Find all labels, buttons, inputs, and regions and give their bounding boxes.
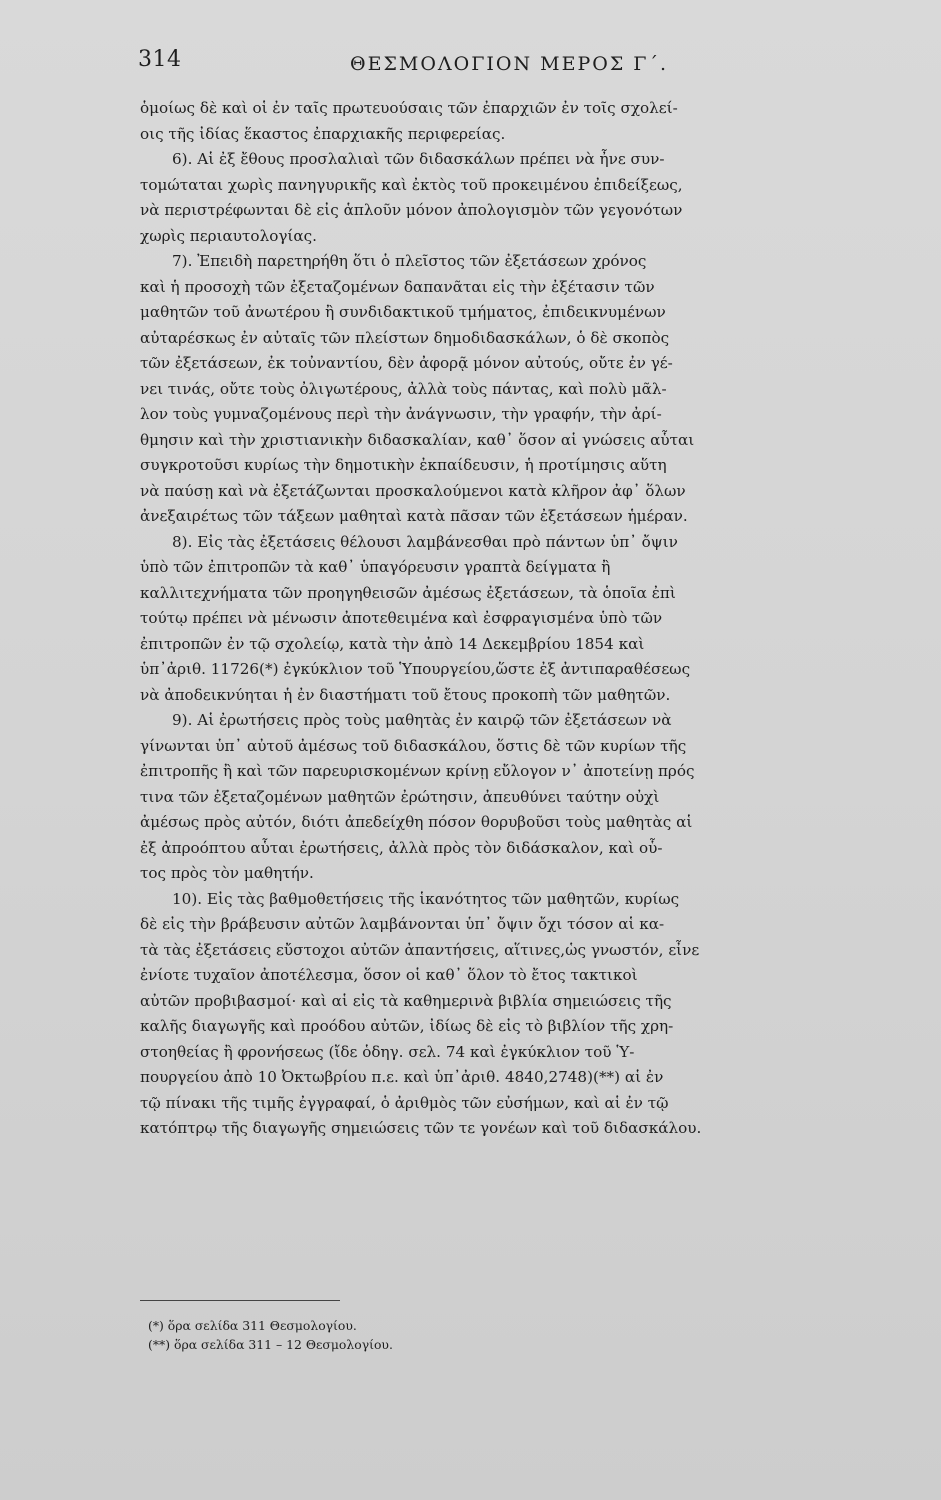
paragraph-9: 9). Αἱ ἐρωτήσεις πρὸς τοὺς μαθητὰς ἐν καιρῷ τῶν ἐξετάσεων νὰ γίνωνται ὑπ᾽ αὐτοῦ ἀμέσως τοῦ διδασκάλου, ὅστις δὲ τῶν κυρίων τῆς ἐπιτροπῆς ἢ καὶ τῶν παρευρισκομένων κρίνῃ εὔλογον ν᾽ ἀποτείνῃ πρός τινα τῶν ἐξεταζομένων μαθητῶν ἐρώτησιν, ἀπευθύνει ταύτην οὐχὶ ἀμέσως πρὸς αὐτόν, διότι ἀπεδείχθη πόσον θορυβοῦσι τοὺς μαθητὰς αἱ ἐξ ἀπροόπτου αὗται ἐρωτήσεις, ἀλλὰ πρὸς τὸν διδάσκαλον, καὶ οὗ- τος πρὸς τὸν μαθητήν.: [140, 711, 695, 882]
paragraph-intro: ὁμοίως δὲ καὶ οἱ ἐν ταῖς πρωτευούσαις τῶν ἐπαρχιῶν ἐν τοῖς σχολεί- οις τῆς ἰδίας ἕκαστος ἐπαρχιακῆς περιφερείας.: [140, 99, 678, 143]
paragraph-7: 7). Ἐπειδὴ παρετηρήθη ὅτι ὁ πλεῖστος τῶν ἐξετάσεων χρόνος καὶ ἡ προσοχὴ τῶν ἐξεταζομένων δαπανᾶται εἰς τὴν ἐξέτασιν τῶν μαθητῶν τοῦ ἀνωτέρου ἢ συνδιδακτικοῦ τμήματος, ἐπιδεικνυμένων αὐταρέσκως ἐν αὐταῖς τῶν πλείστων δημοδιδασκάλων, ὁ δὲ σκοπὸς τῶν ἐξετάσεων, ἐκ τοὐναντίου, δὲν ἀφορᾷ μόνον αὐτούς, οὔτε ἐν γέ- νει τινάς, οὔτε τοὺς ὀλιγωτέρους, ἀλλὰ τοὺς πάντας, καὶ πολὺ μᾶλ- λον τοὺς γυμναζομένους περὶ τὴν ἀνάγνωσιν, τὴν γραφήν, τὴν ἀρί- θμησιν καὶ τὴν χριστιανικὴν διδασκαλίαν, καθ᾽ ὅσον αἱ γνώσεις αὗται συγκροτοῦσι κυρίως τὴν δημοτικὴν ἐκπαίδευσιν, ἡ προτίμησις αὕτη νὰ παύσῃ καὶ νὰ ἐξετάζωνται προσκαλούμενοι κατὰ κλῆρον ἀφ᾽ ὅλων ἀνεξαιρέτως τῶν τάξεων μαθηταὶ κατὰ πᾶσαν τῶν ἐξετάσεων ἡμέραν.: [140, 252, 695, 525]
footnote: (*) ὅρα σελίδα 311 Θεσμολογίου.: [148, 1318, 357, 1333]
paragraph-10: 10). Εἰς τὰς βαθμοθετήσεις τῆς ἱκανότητος τῶν μαθητῶν, κυρίως δὲ εἰς τὴν βράβευσιν αὐτῶν λαμβάνονται ὑπ᾽ ὄψιν ὄχι τόσον αἱ κα- τὰ τὰς ἐξετάσεις εὔστοχοι αὐτῶν ἀπαντήσεις, αἵτινες,ὡς γνωστόν, εἶνε ἐνίοτε τυχαῖον ἀποτέλεσμα, ὅσον οἱ καθ᾽ ὅλον τὸ ἔτος τακτικοὶ αὐτῶν προβιβασμοί· καὶ αἱ εἰς τὰ καθημερινὰ βιβλία σημειώσεις τῆς καλῆς διαγωγῆς καὶ προόδου αὐτῶν, ἰδίως δὲ εἰς τὸ βιβλίον τῆς χρη- στοηθείας ἢ φρονήσεως (ἴδε ὁδηγ. σελ. 74 καὶ ἐγκύκλιον τοῦ Ὑ- πουργείου ἀπὸ 10 Ὀκτωβρίου π.ε. καὶ ὑπ᾽ἀριθ. 4840,2748)(**) αἱ ἐν τῷ πίνακι τῆς τιμῆς ἐγγραφαί, ὁ ἀριθμὸς τῶν εὐσήμων, καὶ αἱ ἐν τῷ κατόπτρῳ τῆς διαγωγῆς σημειώσεις τῶν τε γονέων καὶ τοῦ διδασκάλου.: [140, 889, 702, 1137]
footnote: (**) ὅρα σελίδα 311 – 12 Θεσμολογίου.: [148, 1337, 393, 1352]
page-number: 314: [138, 47, 182, 72]
footnotes: [148, 1316, 828, 1354]
footnote-divider: [140, 1300, 340, 1301]
page-header: [138, 45, 860, 81]
running-title: ΘΕΣΜΟΛΟΓΙΟΝ ΜΕΡΟΣ Γ΄.: [350, 53, 669, 75]
body-text: [140, 96, 862, 1142]
paragraph-8: 8). Εἰς τὰς ἐξετάσεις θέλουσι λαμβάνεσθαι πρὸ πάντων ὑπ᾽ ὄψιν ὑπὸ τῶν ἐπιτροπῶν τὰ καθ᾽ ὑπαγόρευσιν γραπτὰ δείγματα ἢ καλλιτεχνήματα τῶν προηγηθεισῶν ἀμέσως ἐξετάσεων, τὰ ὁποῖα ἐπὶ τούτῳ πρέπει νὰ μένωσιν ἀποτεθειμένα καὶ ἐσφραγισμένα ὑπὸ τῶν ἐπιτροπῶν ἐν τῷ σχολείῳ, κατὰ τὴν ἀπὸ 14 Δεκεμβρίου 1854 καὶ ὑπ᾽ἀριθ. 11726(*) ἐγκύκλιον τοῦ Ὑπουργείου,ὥστε ἐξ ἀντιπαραθέσεως νὰ ἀποδεικνύηται ἡ ἐν διαστήματι τοῦ ἔτους προκοπὴ τῶν μαθητῶν.: [140, 532, 691, 704]
paragraph-6: 6). Αἱ ἐξ ἔθους προσλαλιαὶ τῶν διδασκάλων πρέπει νὰ ἦνε συν- τομώταται χωρὶς πανηγυρικῆς καὶ ἐκτὸς τοῦ προκειμένου ἐπιδείξεως, νὰ περιστρέφωνται δὲ εἰς ἁπλοῦν μόνον ἀπολογισμὸν τῶν γεγονότων χωρὶς περιαυτολογίας.: [140, 150, 683, 245]
